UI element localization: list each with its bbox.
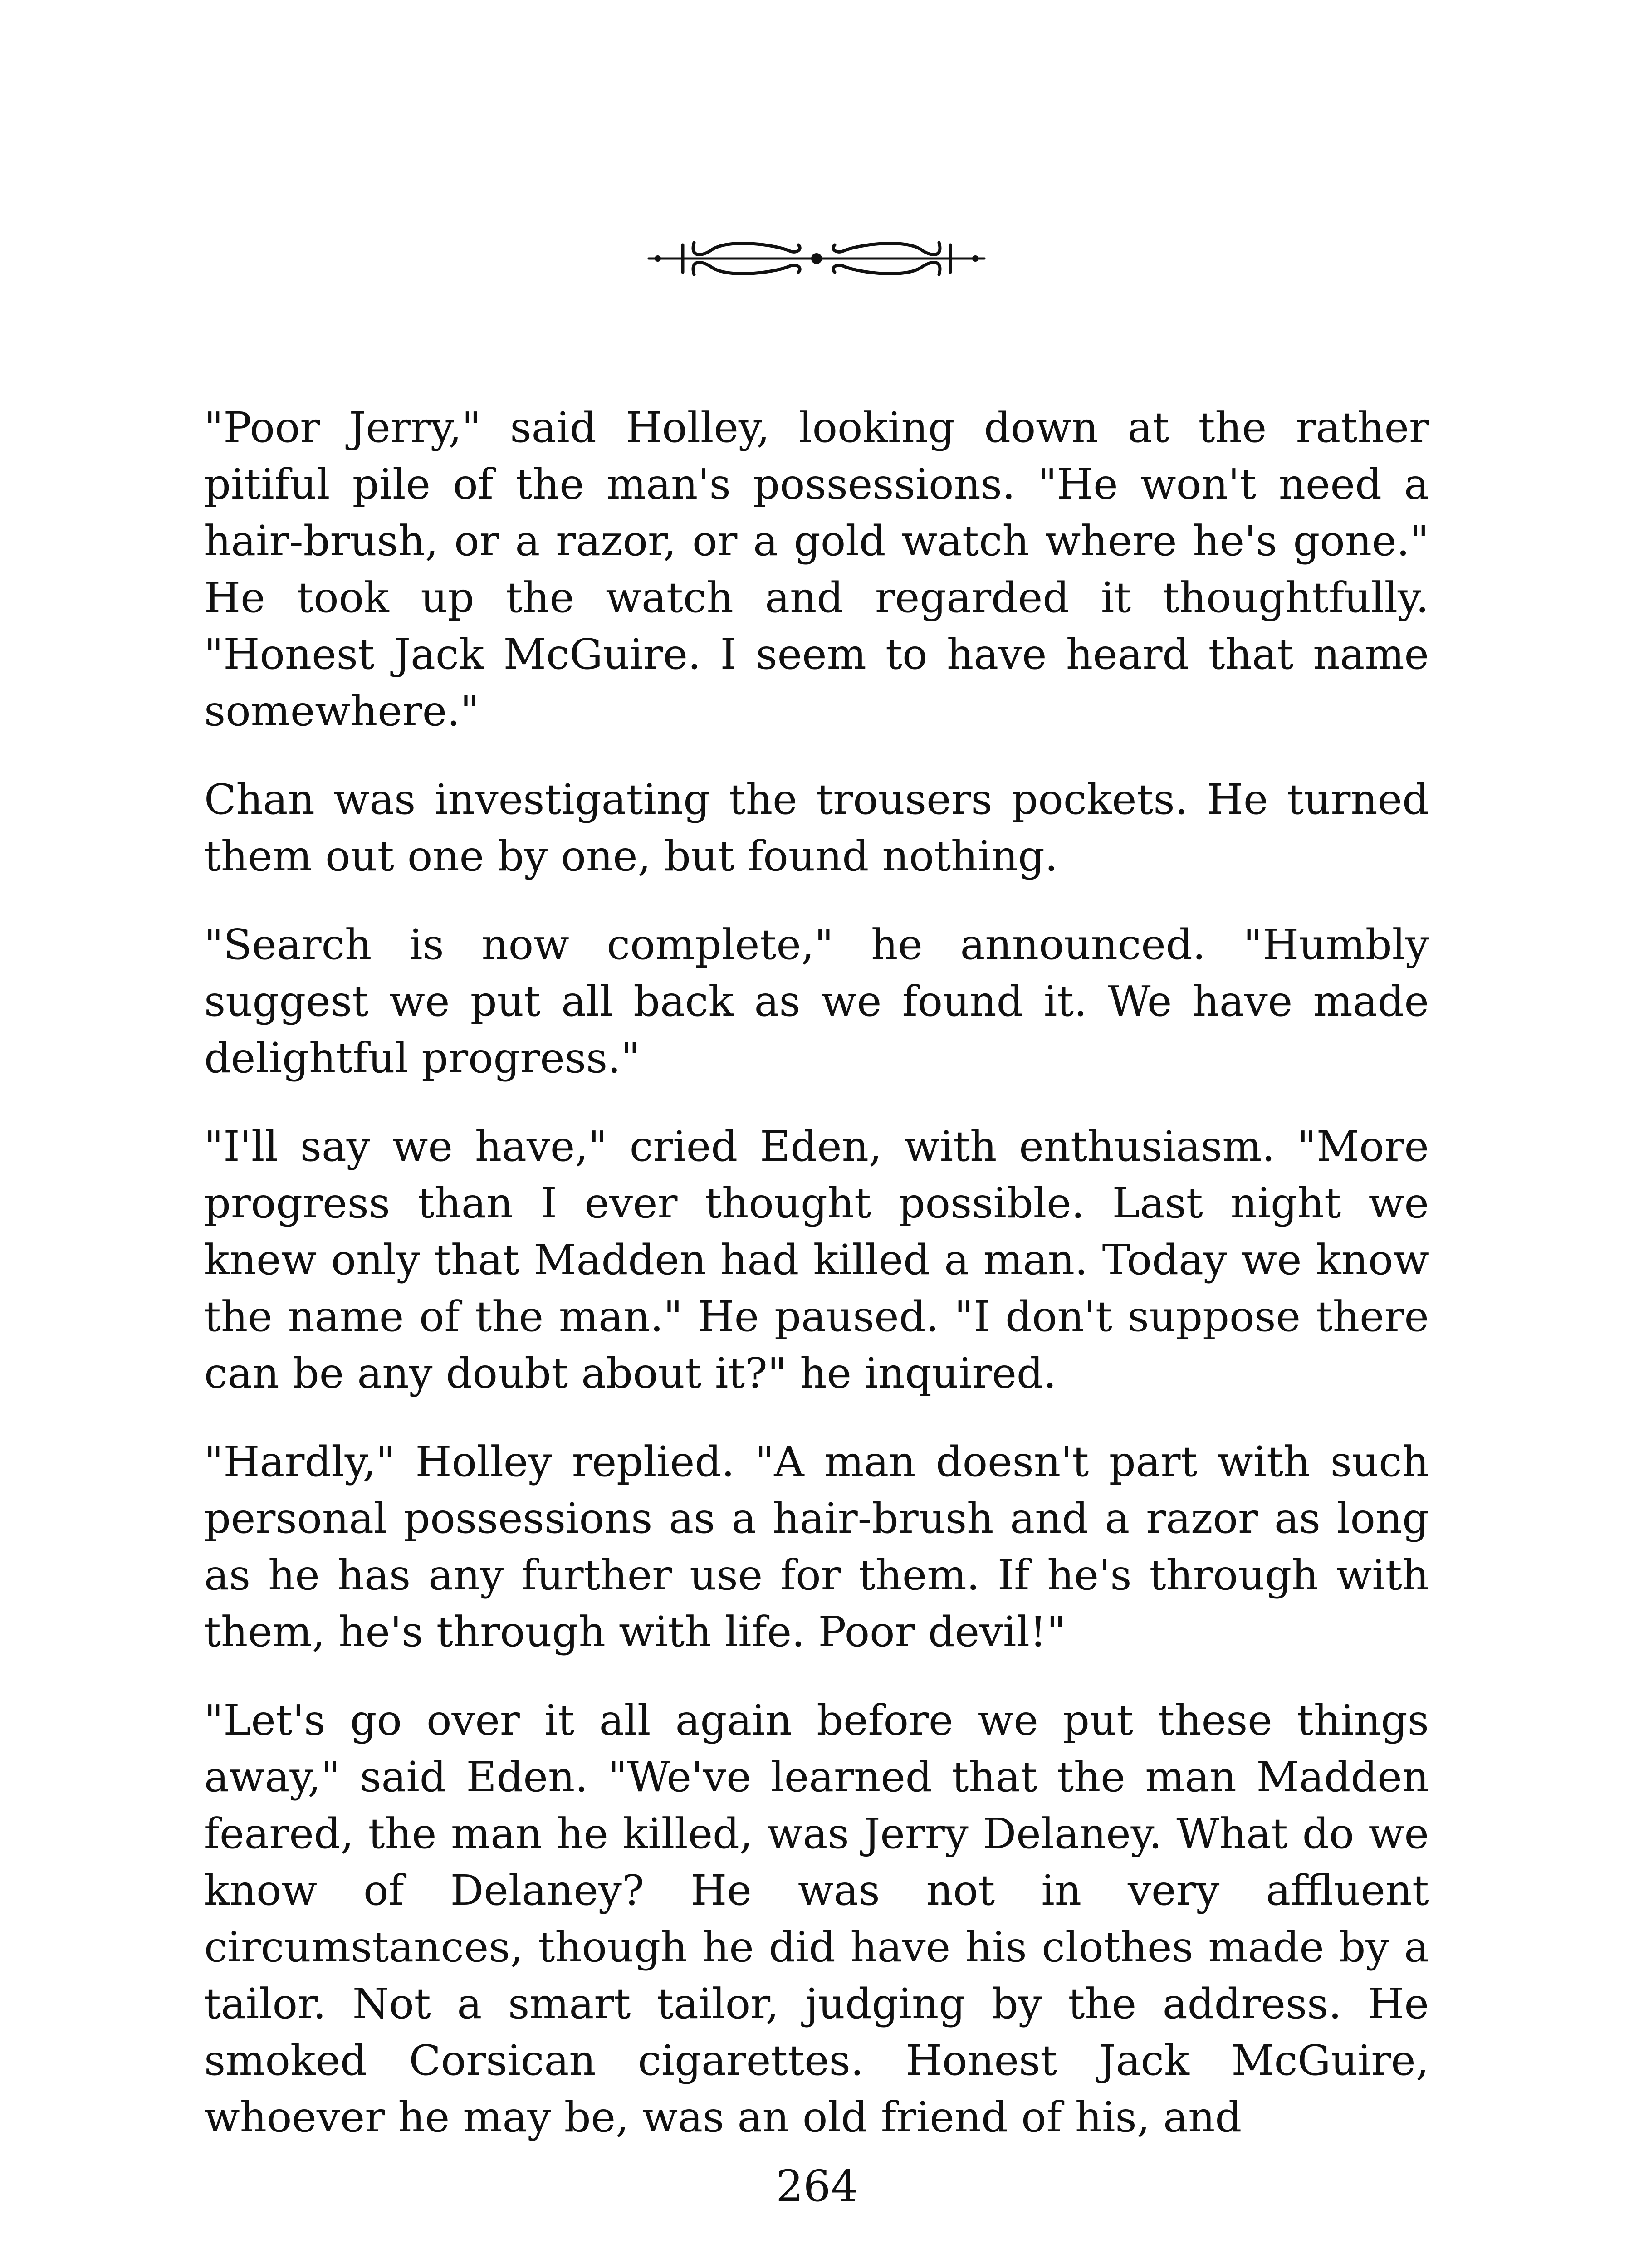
paragraph: Chan was investigating the trousers pockets. He turned them out one by one, but found nothing.: [204, 775, 1429, 880]
paragraph: "I'll say we have," cried Eden, with enthusiasm. "More progress than I ever thought possible. Last night we knew only that Madden had killed a man. Today we know the name of the man." He paused. "I don't suppose there can be any doubt about it?" he inquired.: [204, 1122, 1429, 1398]
page-number: 264: [776, 2161, 858, 2211]
paragraph: "Poor Jerry," said Holley, looking down at the rather pitiful pile of the man's possessions. "He won't need a hair-brush, or a razor, or a gold watch where he's gone." He took up the watch and regarded it thoughtfully. "Honest Jack McGuire. I seem to have heard that name somewhere.": [204, 403, 1429, 735]
scroll-divider-icon: [640, 225, 993, 293]
paragraph: "Search is now complete," he announced. "Humbly suggest we put all back as we found it. We have made delightful progress.": [204, 920, 1429, 1082]
paragraph: "Hardly," Holley replied. "A man doesn't part with such personal possessions as a hair-brush and a razor as long as he has any further use for them. If he's through with them, he's through with life. Poor devil!": [204, 1437, 1429, 1656]
body-text: [204, 399, 1429, 2177]
paragraph: "Let's go over it all again before we put these things away," said Eden. "We've learned that the man Madden feared, the man he killed, was Jerry Delaney. What do we know of Delaney? He was not in very affluent circumstances, though he did have his clothes made by a tailor. Not a smart tailor, judging by the address. He smoked Corsican cigarettes. Honest Jack McGuire, whoever he may be, was an old friend of his, and: [204, 1696, 1429, 2141]
